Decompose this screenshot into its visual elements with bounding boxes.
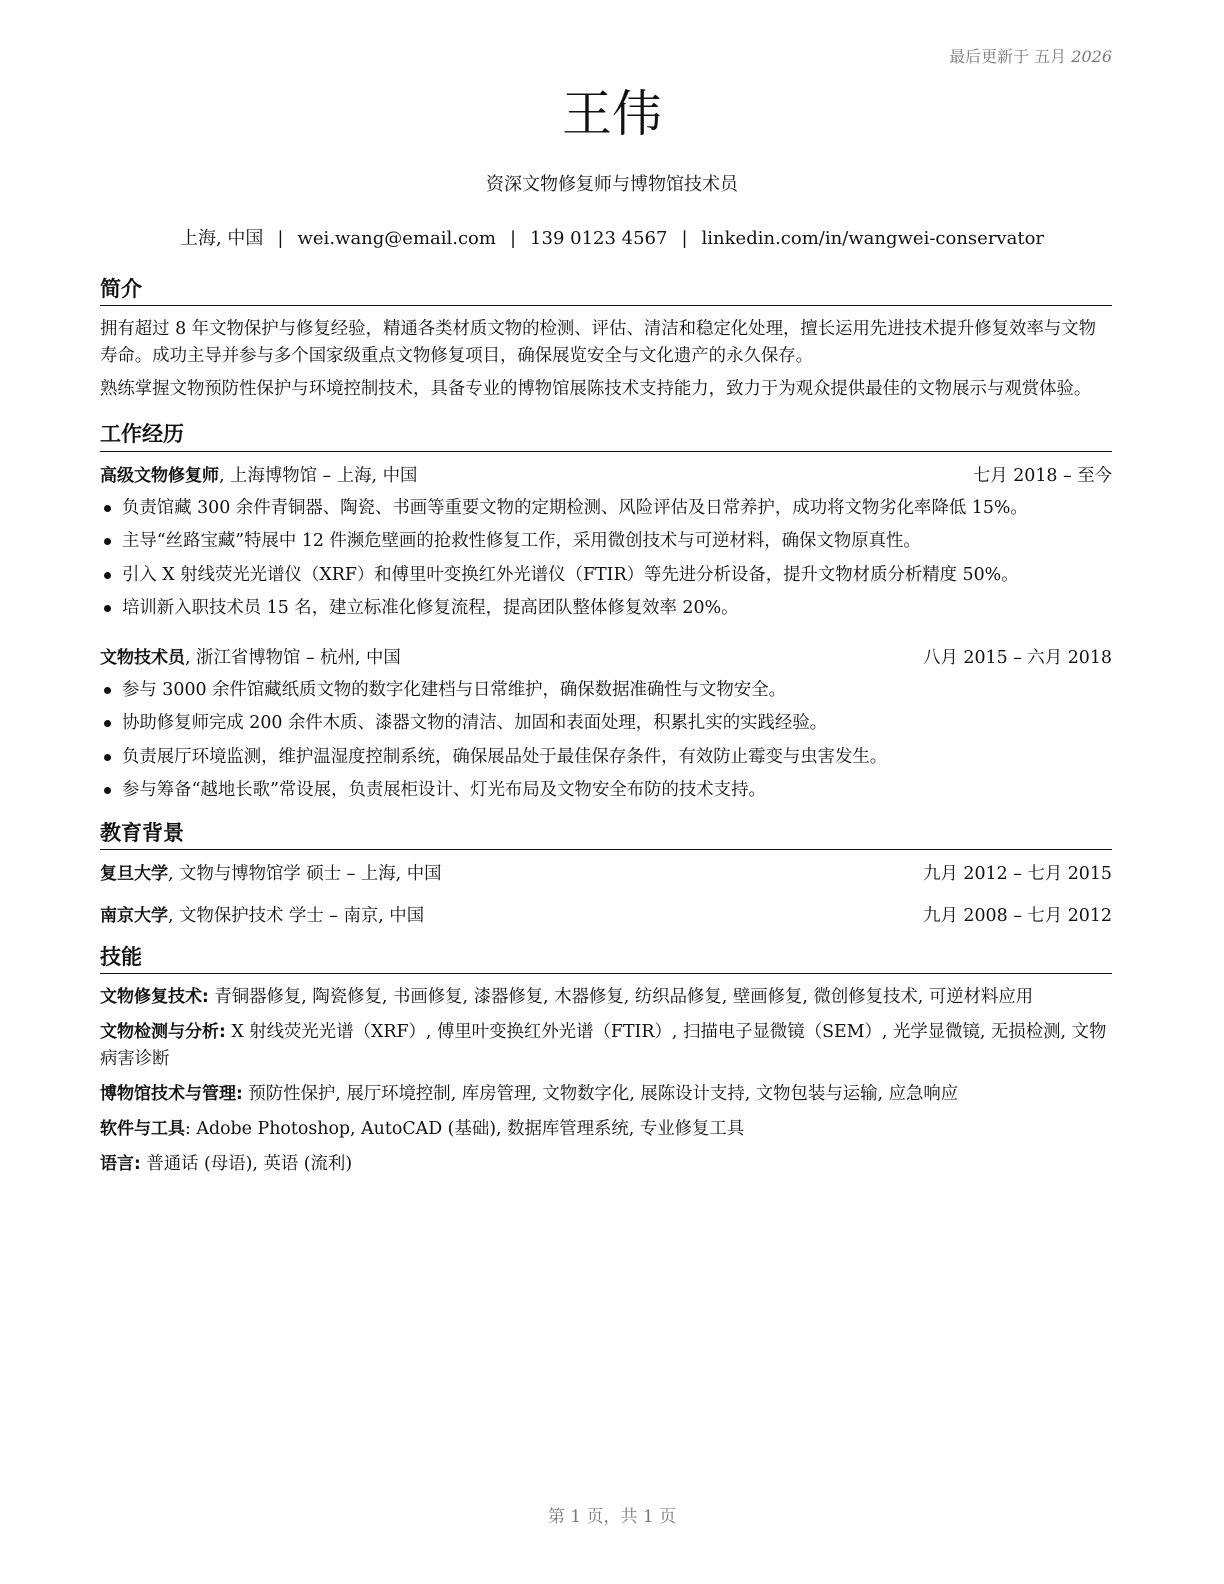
education-school: 复旦大学 [100,863,168,884]
skills-heading: 技能 [100,944,1112,974]
education-entry [100,902,1112,930]
skill-row [100,1151,1112,1178]
job-bullet: 培训新入职技术员 15 名，建立标准化修复流程，提高团队整体修复效率 20%。 [100,592,1112,626]
skill-value: 普通话 (母语), 英语 (流利) [140,1154,353,1175]
experience-section [100,421,1112,807]
last-updated [949,44,1112,67]
job-entry [100,462,1112,626]
summary-paragraph: 熟练掌握文物预防性保护与环境控制技术，具备专业的博物馆展陈技术支持能力，致力于为观众提供最佳的文物展示与观赏体验。 [100,379,1092,400]
skill-value: 预防性保护, 展厅环境控制, 库房管理, 文物数字化, 展陈设计支持, 文物包装与运输, 应急响应 [242,1084,959,1105]
candidate-name: 王伟 [562,85,662,143]
job-role: 文物技术员 [100,647,185,668]
skill-label: 文物修复技术: [100,987,209,1008]
skill-row [100,1081,1112,1108]
education-heading: 教育背景 [100,820,1112,850]
job-bullets [100,674,1112,808]
job-bullet: 主导“丝路宝藏”特展中 12 件濒危壁画的抢救性修复工作，采用微创技术与可逆材料，确保文物原真性。 [100,525,1112,559]
skill-value: : Adobe Photoshop, AutoCAD (基础), 数据库管理系统, 专业修复工具 [185,1119,745,1140]
resume-body [100,276,1112,1186]
education-detail: , 文物保护技术 学士 – 南京, 中国 [168,905,425,926]
skill-label: 博物馆技术与管理: [100,1084,243,1105]
summary-heading: 简介 [100,276,1112,306]
contact-phone: 139 0123 4567 [530,228,668,249]
page-footer: 第 1 页，共 1 页 [547,1507,677,1527]
skill-label: 语言: [100,1154,141,1175]
skill-value: X 射线荧光光谱（XRF）, 傅里叶变换红外光谱（FTIR）, 扫描电子显微镜（SEM）, 光学显微镜, 无损检测, 文物病害诊断 [100,1022,1107,1070]
job-bullet: 参与筹备“越地长歌”常设展，负责展柜设计、灯光布局及文物安全布防的技术支持。 [100,774,1112,808]
job-role: 高级文物修复师 [100,465,219,486]
job-entry [100,644,1112,808]
job-bullet: 负责馆藏 300 余件青铜器、陶瓷、书画等重要文物的定期检测、风险评估及日常养护，成功将文物劣化率降低 15%。 [100,492,1112,526]
job-header [100,644,1112,672]
contact-separator: | [277,228,284,249]
experience-heading: 工作经历 [100,421,1112,451]
skills-section [100,944,1112,1178]
education-entry [100,860,1112,888]
contact-location: 上海, 中国 [179,228,264,249]
job-dates: 七月 2018 – 至今 [972,465,1112,486]
education-dates: 九月 2012 – 七月 2015 [923,863,1112,884]
skill-label: 软件与工具 [100,1119,185,1140]
contact-email[interactable]: wei.wang@email.com [297,228,496,249]
job-bullet: 引入 X 射线荧光光谱仪（XRF）和傅里叶变换红外光谱仪（FTIR）等先进分析设备，提升文物材质分析精度 50%。 [100,559,1112,593]
skill-row [100,984,1112,1011]
education-detail: , 文物与博物馆学 硕士 – 上海, 中国 [168,863,442,884]
summary-paragraph: 拥有超过 8 年文物保护与修复经验，精通各类材质文物的检测、评估、清洁和稳定化处理，擅长运用先进技术提升修复效率与文物寿命。成功主导并参与多个国家级重点文物修复项目，确保展览安全与文化遗产的永久保存。 [100,319,1097,367]
skill-label: 文物检测与分析: [100,1022,226,1043]
job-dates: 八月 2015 – 六月 2018 [923,647,1112,668]
last-updated-label: 最后更新于 [949,47,1030,66]
last-updated-month: 五月 [1034,47,1067,66]
skill-row [100,1116,1112,1143]
last-updated-year: 2026 [1071,47,1112,66]
education-school: 南京大学 [100,905,168,926]
candidate-title: 资深文物修复师与博物馆技术员 [486,174,738,195]
education-dates: 九月 2008 – 七月 2012 [923,905,1112,926]
job-org: , 浙江省博物馆 – 杭州, 中国 [185,647,401,668]
contact-line [0,224,1224,250]
job-bullet: 参与 3000 余件馆藏纸质文物的数字化建档与日常维护，确保数据准确性与文物安全。 [100,674,1112,708]
education-section [100,820,1112,930]
skill-value: 青铜器修复, 陶瓷修复, 书画修复, 漆器修复, 木器修复, 纺织品修复, 壁画修复, 微创修复技术, 可逆材料应用 [208,987,1034,1008]
summary-section [100,276,1112,403]
job-header [100,462,1112,490]
contact-separator: | [509,228,517,249]
contact-linkedin[interactable]: linkedin.com/in/wangwei-conservator [701,228,1045,249]
contact-separator: | [681,228,688,249]
job-bullet: 协助修复师完成 200 余件木质、漆器文物的清洁、加固和表面处理，积累扎实的实践经验。 [100,707,1112,741]
job-bullet: 负责展厅环境监测，维护温湿度控制系统，确保展品处于最佳保存条件，有效防止霉变与虫害发生。 [100,741,1112,775]
skill-row [100,1019,1112,1073]
job-org: , 上海博物馆 – 上海, 中国 [219,465,418,486]
job-bullets [100,492,1112,626]
